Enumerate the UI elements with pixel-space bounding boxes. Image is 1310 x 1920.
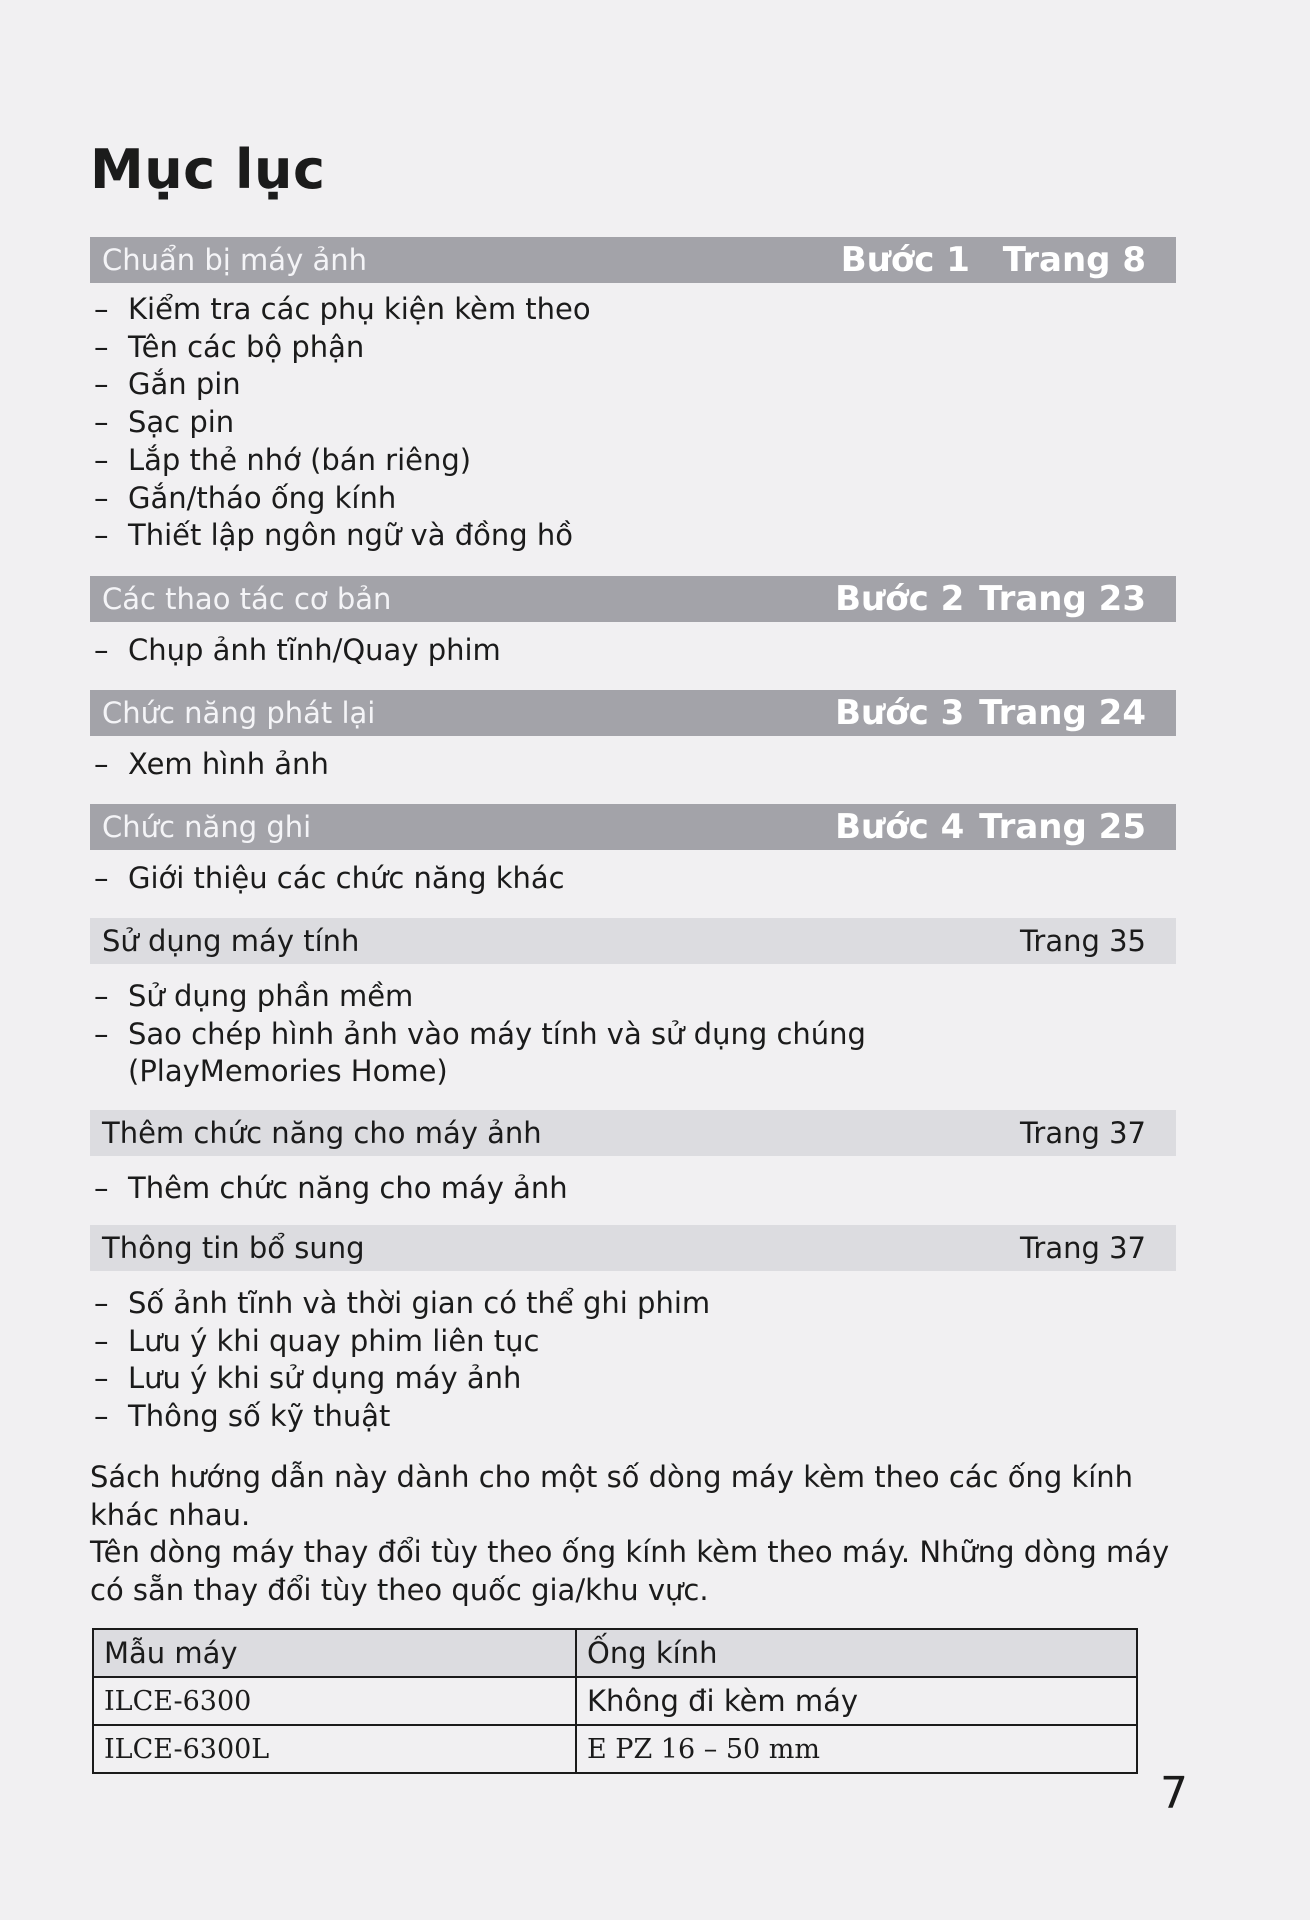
step-number: Bước 3 xyxy=(835,693,965,733)
page-reference: Trang 23 xyxy=(979,579,1146,619)
list-dash: – xyxy=(94,747,109,781)
section-header-bar[interactable] xyxy=(90,237,1176,283)
list-dash: – xyxy=(94,1361,109,1396)
table-header-row xyxy=(93,1629,1137,1677)
page-title: Mục lục xyxy=(90,138,326,201)
list-item: – Lưu ý khi quay phim liên tục xyxy=(90,1323,1176,1361)
section-header-bar[interactable] xyxy=(90,1225,1176,1271)
section-label: Thêm chức năng cho máy ảnh xyxy=(102,1116,542,1150)
toc-section-computer xyxy=(90,918,1176,1091)
list-dash: – xyxy=(94,329,109,364)
list-item: – Gắn/tháo ống kính xyxy=(90,480,1176,518)
list-item: – Lưu ý khi sử dụng máy ảnh xyxy=(90,1360,1176,1398)
list-item: – Kiểm tra các phụ kiện kèm theo xyxy=(90,291,1176,329)
page-reference: Trang 37 xyxy=(1019,1231,1146,1265)
page-reference: Trang 35 xyxy=(1019,924,1146,958)
list-dash: – xyxy=(94,292,109,326)
model-cell: ILCE-6300 xyxy=(93,1677,576,1725)
section-items xyxy=(90,622,1176,670)
list-item: – Số ảnh tĩnh và thời gian có thể ghi phim xyxy=(90,1285,1176,1323)
toc-section-prepare-camera xyxy=(90,237,1176,555)
section-header-bar[interactable] xyxy=(90,690,1176,736)
list-item: – Chụp ảnh tĩnh/Quay phim xyxy=(90,632,1176,670)
section-items xyxy=(90,1156,1176,1208)
note-line: Sách hướng dẫn này dành cho một số dòng máy kèm theo các ống kính khác nhau. xyxy=(90,1460,1134,1532)
page-reference: Trang 24 xyxy=(979,693,1146,733)
section-header-bar[interactable] xyxy=(90,1110,1176,1156)
page-reference: Trang 25 xyxy=(979,807,1146,847)
section-items xyxy=(90,736,1176,784)
section-ref xyxy=(835,579,1146,619)
list-item: – Tên các bộ phận xyxy=(90,329,1176,367)
section-header-bar[interactable] xyxy=(90,576,1176,622)
section-label: Thông tin bổ sung xyxy=(102,1231,365,1265)
list-item: – Xem hình ảnh xyxy=(90,746,1176,784)
section-label: Các thao tác cơ bản xyxy=(102,582,392,616)
section-items xyxy=(90,283,1176,555)
section-label: Chức năng ghi xyxy=(102,810,312,844)
section-ref xyxy=(841,240,1146,280)
model-note xyxy=(90,1459,1190,1609)
lens-cell: Không đi kèm máy xyxy=(576,1677,1137,1725)
list-dash: – xyxy=(94,518,109,553)
step-number: Bước 1 xyxy=(840,240,970,280)
model-cell: ILCE-6300L xyxy=(93,1725,576,1773)
section-label: Chuẩn bị máy ảnh xyxy=(102,243,367,277)
list-item: – Giới thiệu các chức năng khác xyxy=(90,860,1176,898)
list-dash: – xyxy=(94,442,109,477)
lens-cell: E PZ 16 – 50 mm xyxy=(576,1725,1137,1773)
toc-section-basic-operations xyxy=(90,576,1176,670)
note-line: Tên dòng máy thay đổi tùy theo ống kính kèm theo máy. Những dòng máy có sẵn thay đổi tùy theo quốc gia/khu vực. xyxy=(90,1535,1170,1607)
list-item: – Gắn pin xyxy=(90,366,1176,404)
toc-section-recording xyxy=(90,804,1176,898)
list-dash: – xyxy=(94,1016,109,1051)
list-item: – Sao chép hình ảnh vào máy tính và sử dụng chúng (PlayMemories Home) xyxy=(90,1016,1176,1091)
section-items xyxy=(90,850,1176,898)
column-header-lens: Ống kính xyxy=(576,1629,1137,1677)
step-number: Bước 2 xyxy=(835,579,965,619)
section-header-bar[interactable] xyxy=(90,804,1176,850)
list-item: – Sử dụng phần mềm xyxy=(90,978,1176,1016)
list-item: – Thông số kỹ thuật xyxy=(90,1398,1176,1436)
list-dash: – xyxy=(94,1399,109,1434)
section-header-bar[interactable] xyxy=(90,918,1176,964)
section-items xyxy=(90,964,1176,1091)
list-dash: – xyxy=(94,633,109,667)
model-lens-table xyxy=(92,1628,1138,1774)
page-reference: Trang 37 xyxy=(1019,1116,1146,1150)
table-row xyxy=(93,1677,1137,1725)
section-label: Chức năng phát lại xyxy=(102,696,376,730)
toc-section-playback xyxy=(90,690,1176,784)
list-dash: – xyxy=(94,1286,109,1320)
list-dash: – xyxy=(94,861,109,895)
list-item: – Thêm chức năng cho máy ảnh xyxy=(90,1170,1176,1208)
list-item: – Sạc pin xyxy=(90,404,1176,442)
page-number: 7 xyxy=(1160,1768,1188,1819)
page-reference: Trang 8 xyxy=(1002,240,1146,280)
section-label: Sử dụng máy tính xyxy=(102,924,360,958)
list-dash: – xyxy=(94,405,109,440)
list-dash: – xyxy=(94,979,109,1013)
column-header-model: Mẫu máy xyxy=(93,1629,576,1677)
section-ref xyxy=(835,693,1146,733)
list-item: – Thiết lập ngôn ngữ và đồng hồ xyxy=(90,517,1176,555)
list-dash: – xyxy=(94,1323,109,1358)
toc-section-additional-info xyxy=(90,1225,1176,1436)
toc-section-add-functions xyxy=(90,1110,1176,1208)
step-number: Bước 4 xyxy=(835,807,965,847)
section-ref xyxy=(835,807,1146,847)
list-dash: – xyxy=(94,1171,109,1205)
list-dash: – xyxy=(94,480,109,515)
list-item: – Lắp thẻ nhớ (bán riêng) xyxy=(90,442,1176,480)
table-row xyxy=(93,1725,1137,1773)
list-dash: – xyxy=(94,367,109,402)
section-items xyxy=(90,1271,1176,1436)
